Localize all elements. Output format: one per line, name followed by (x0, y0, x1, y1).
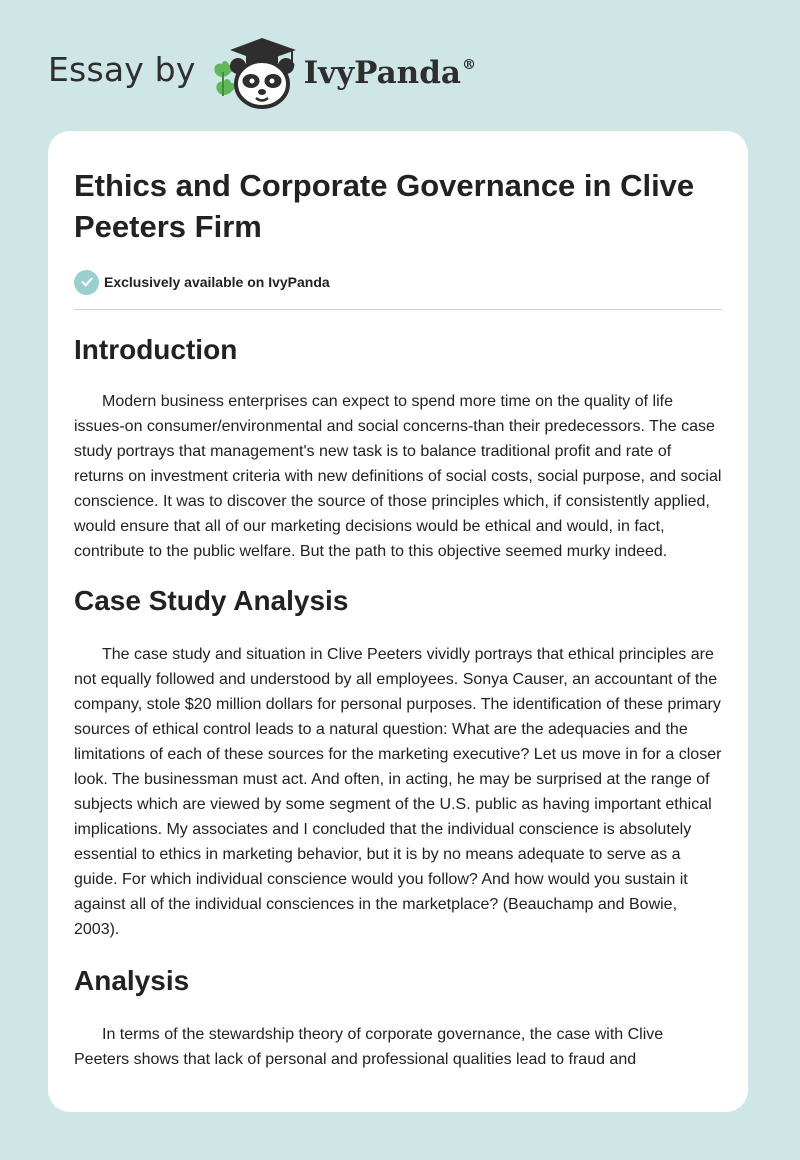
section-body-case-study-analysis: The case study and situation in Clive Peeters vividly portrays that ethical principles are not equally followed and understood by all employees. Sonya Causer, an accountant of the company, stole $20 million dollars for personal purposes. The identification of these primary sources of ethical control leads to a natural question: What are the adequacies and the limitations of each of these sources for the marketing executive? Let us move in for a closer look. The businessman must act. And often, in acting, he may be surprised at the range of subjects which are viewed by some segment of the U.S. public as having important ethical implications. My associates and I concluded that the individual conscience is absolutely essential to ethics in marketing behavior, but it is by no means adequate to serve as a guide. For which individual conscience would you follow? And how would you sustain it against all of the individual consciences in the marketplace? (Beauchamp and Bowie, 2003). (74, 646, 722, 938)
site-header (48, 34, 475, 110)
panda-graduate-icon[interactable] (210, 34, 302, 110)
brand-name[interactable] (304, 55, 475, 91)
section-heading-analysis: Analysis (74, 965, 190, 996)
essay-card (48, 131, 748, 1112)
exclusive-label: Exclusively available on IvyPanda (104, 274, 330, 290)
section-body-analysis: In terms of the stewardship theory of corporate governance, the case with Clive Peeters shows that lack of personal and professional qualities lead to fraud and (74, 1026, 664, 1068)
check-icon (74, 270, 99, 295)
brand-name-text: IvyPanda (303, 55, 461, 91)
title-divider (74, 309, 722, 310)
trademark-symbol: ® (461, 57, 476, 73)
essay-by-label: Essay by (48, 49, 196, 89)
section-heading-introduction: Introduction (74, 334, 238, 365)
section-heading-case-study-analysis: Case Study Analysis (74, 585, 349, 616)
exclusive-badge (74, 269, 722, 295)
essay-title: Ethics and Corporate Governance in Clive Peeters Firm (74, 168, 695, 244)
section-body-introduction: Modern business enterprises can expect to spend more time on the quality of life issues-on consumer/environmental and social concerns-than their predecessors. The case study portrays that management's new task is to balance traditional profit and rate of returns on investment criteria with new definitions of social costs, social purpose, and social conscience. It was to discover the source of those principles which, if consistently applied, would ensure that all of our marketing decisions would be ethical and would, in fact, contribute to the public welfare. But the path to this objective seemed murky indeed. (74, 393, 722, 560)
